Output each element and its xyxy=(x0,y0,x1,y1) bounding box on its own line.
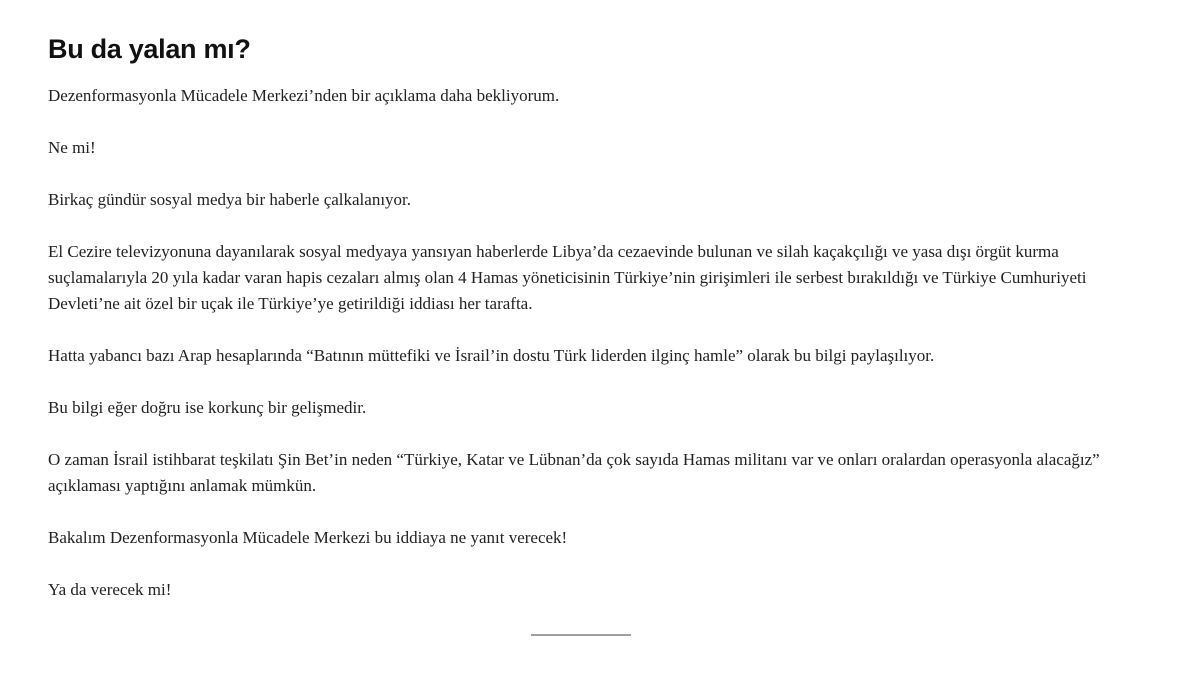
article-paragraph: El Cezire televizyonuna dayanılarak sosyal medyaya yansıyan haberlerde Libya’da cezaevinde bulunan ve silah kaçakçılığı ve yasa dışı örgüt kurma suçlamalarıyla 20 yıla kadar varan hapis cezaları almış olan 4 Hamas yöneticisinin Türkiye’nin girişimleri ile serbest bırakıldığı ve Türkiye Cumhuriyeti Devleti’ne ait özel bir uçak ile Türkiye’ye getirildiği iddiası her tarafta. xyxy=(48,242,1087,313)
article-paragraph: Bu bilgi eğer doğru ise korkunç bir gelişmedir. xyxy=(48,398,367,417)
article-paragraph: Dezenformasyonla Mücadele Merkezi’nden bir açıklama daha bekliyorum. xyxy=(48,86,560,105)
article xyxy=(48,30,1128,629)
article-title: Bu da yalan mı? xyxy=(48,34,251,64)
article-paragraph: Hatta yabancı bazı Arap hesaplarında “Batının müttefiki ve İsrail’in dostu Türk liderden ilginç hamle” olarak bu bilgi paylaşılıyor. xyxy=(48,346,935,365)
article-paragraph: O zaman İsrail istihbarat teşkilatı Şin Bet’in neden “Türkiye, Katar ve Lübnan’da çok sayıda Hamas militanı var ve onları oralardan operasyonla alacağız” açıklaması yaptığını anlamak mümkün. xyxy=(48,450,1100,495)
article-paragraph: Ya da verecek mi! xyxy=(48,580,172,599)
section-divider xyxy=(531,634,631,636)
article-paragraph: Bakalım Dezenformasyonla Mücadele Merkezi bu iddiaya ne yanıt verecek! xyxy=(48,528,568,547)
article-paragraph: Birkaç gündür sosyal medya bir haberle çalkalanıyor. xyxy=(48,190,412,209)
article-paragraph: Ne mi! xyxy=(48,138,96,157)
